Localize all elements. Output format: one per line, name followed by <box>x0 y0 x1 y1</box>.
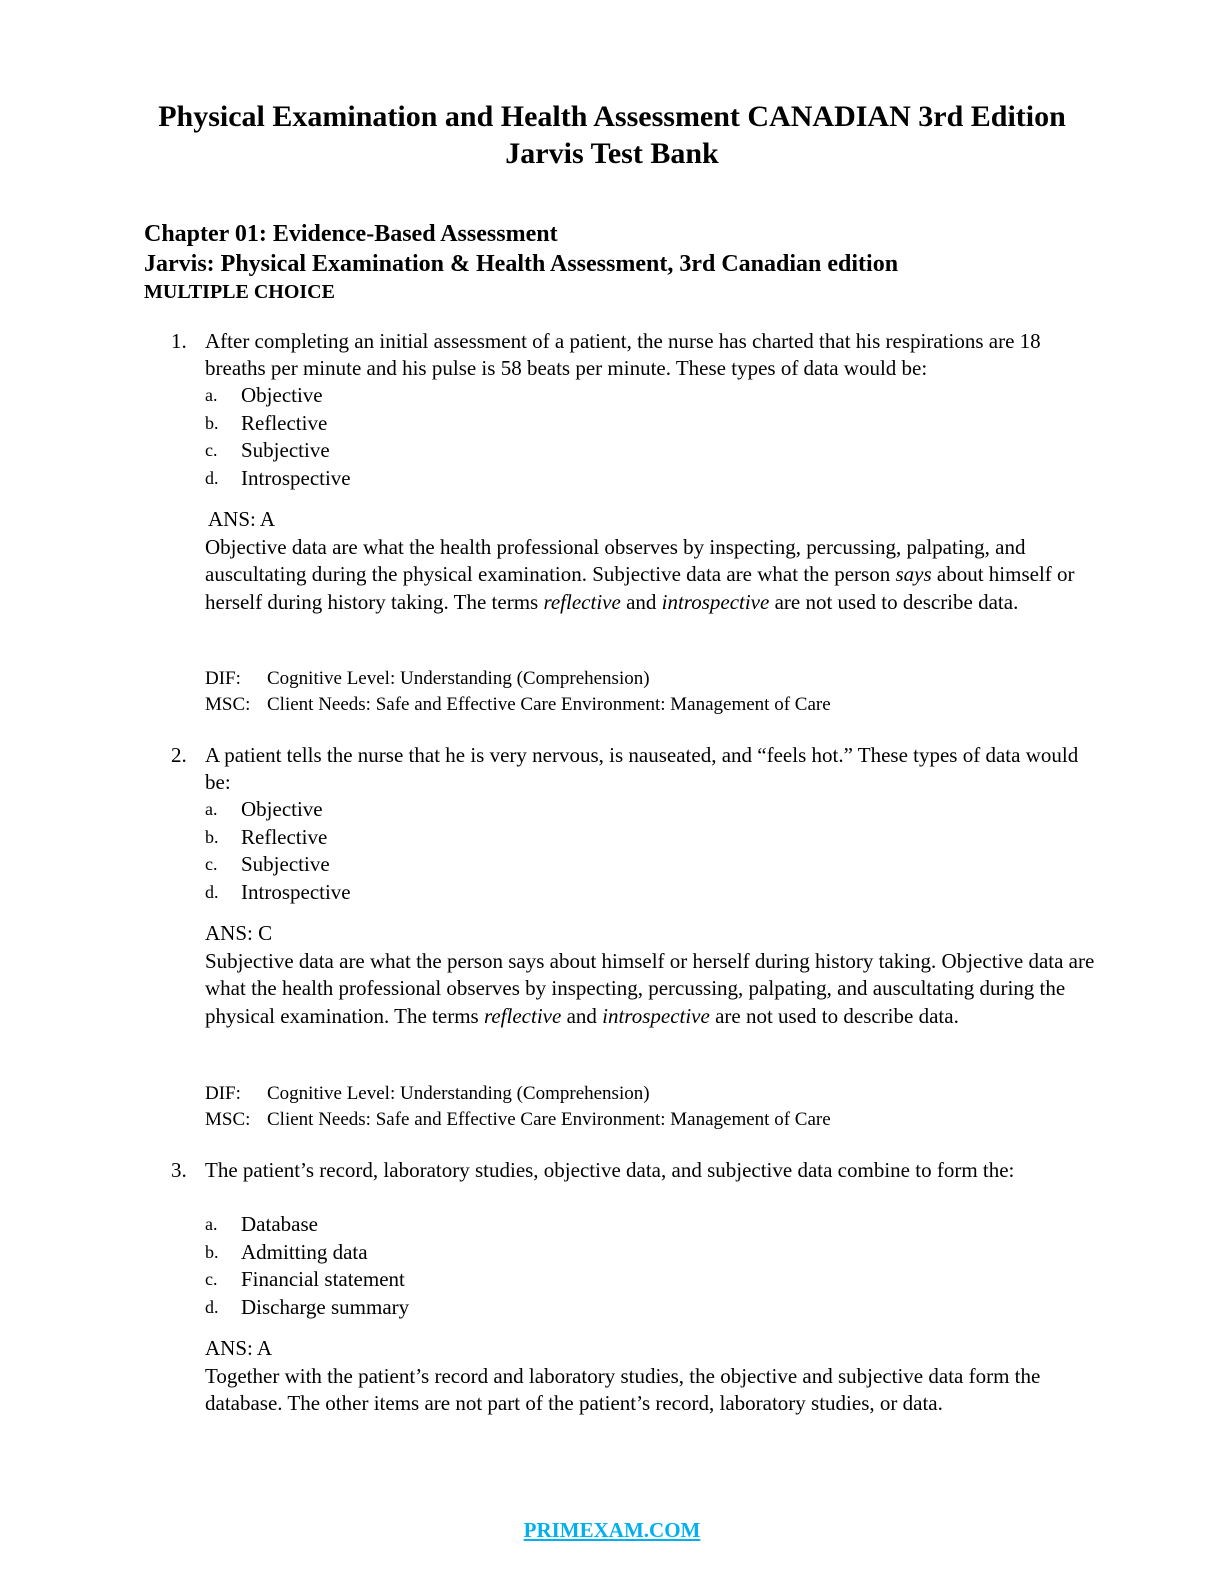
rationale <box>205 534 1105 617</box>
option-letter: a. <box>205 385 218 405</box>
answer-block <box>205 920 1105 1030</box>
option-text: Introspective <box>241 465 351 490</box>
option-letter: c. <box>205 1269 218 1289</box>
chapter-heading <box>144 219 898 305</box>
answer-options <box>205 1211 1005 1321</box>
option-text: Reflective <box>241 824 328 849</box>
option-letter: d. <box>205 467 219 488</box>
option-text: Objective <box>241 797 323 821</box>
rationale-text: are not used to describe data. <box>709 1003 959 1028</box>
option-a <box>205 796 1005 824</box>
rationale-emphasis: reflective <box>543 589 621 614</box>
answer-options <box>205 796 1005 906</box>
rationale-text: and <box>620 589 662 614</box>
option-c <box>205 851 1005 879</box>
option-c <box>205 1266 1005 1294</box>
question-number: 2. <box>171 743 187 767</box>
option-a <box>205 382 1005 410</box>
option-text: Subjective <box>241 438 330 462</box>
option-text: Subjective <box>241 852 330 876</box>
rationale-emphasis: introspective <box>661 589 770 614</box>
answer-block <box>205 506 1105 616</box>
option-text: Introspective <box>241 879 351 904</box>
rationale-text: about himself or herself during history taking. The terms <box>205 562 1075 614</box>
section-title: MULTIPLE CHOICE <box>144 281 335 303</box>
dif-label: DIF: <box>205 1083 241 1104</box>
rationale-text: Subjective data are what the person says about himself or herself during history taking. Objective data are what the health professional observes by inspecting, percussing, palpating, and auscultating during the physical examination. The terms <box>205 948 1095 1028</box>
option-text: Reflective <box>241 410 328 435</box>
option-letter: b. <box>205 412 219 433</box>
rationale-text: and <box>561 1003 603 1028</box>
option-text: Objective <box>241 383 323 407</box>
question-text: A patient tells the nurse that he is very nervous, is nauseated, and “feels hot.” These types of data would be: <box>205 743 1079 794</box>
msc-label: MSC: <box>205 694 251 715</box>
msc-value: Client Needs: Safe and Effective Care Environment: Management of Care <box>267 1109 831 1130</box>
title-line-1: Physical Examination and Health Assessment CANADIAN 3rd Edition <box>158 100 1066 133</box>
answer-options <box>205 382 1005 492</box>
option-c <box>205 437 1005 465</box>
dif-label: DIF: <box>205 668 241 689</box>
book-title: Jarvis: Physical Examination & Health Assessment, 3rd Canadian edition <box>144 251 899 277</box>
option-letter: d. <box>205 881 219 902</box>
question-text: The patient’s record, laboratory studies, objective data, and subjective data combine to form the: <box>205 1158 1015 1182</box>
chapter-title: Chapter 01: Evidence-Based Assessment <box>144 221 558 247</box>
rationale-text: Together with the patient’s record and laboratory studies, the objective and subjective data form the database. The other items are not part of the patient’s record, laboratory studies, or data. <box>205 1363 1041 1415</box>
msc-value: Client Needs: Safe and Effective Care Environment: Management of Care <box>267 694 831 715</box>
msc-label: MSC: <box>205 1109 251 1130</box>
answer-key: ANS: C <box>205 921 273 945</box>
rationale-emphasis: says <box>895 562 932 586</box>
option-letter: b. <box>205 1241 219 1262</box>
rationale-text: Objective data are what the health professional observes by inspecting, percussing, palpating, and auscultating during the physical examination. Subjective data are what the person <box>205 534 1026 586</box>
option-text: Database <box>241 1212 318 1236</box>
question-metadata <box>205 1081 1105 1133</box>
option-text: Admitting data <box>241 1239 368 1264</box>
rationale <box>205 1363 1105 1418</box>
question-number: 3. <box>171 1158 187 1182</box>
option-text: Financial statement <box>241 1267 405 1291</box>
rationale-emphasis: introspective <box>602 1003 710 1028</box>
answer-key: ANS: A <box>205 1336 273 1360</box>
question-number: 1. <box>171 329 187 353</box>
option-letter: c. <box>205 854 218 874</box>
title-line-2: Jarvis Test Bank <box>505 137 719 170</box>
option-letter: c. <box>205 440 218 460</box>
answer-key: ANS: A <box>208 507 276 531</box>
document-title <box>100 98 1124 172</box>
option-a <box>205 1211 1005 1239</box>
option-text: Discharge summary <box>241 1294 410 1319</box>
option-b <box>205 410 1005 438</box>
footer-link[interactable]: PRIMEXAM.COM <box>523 1518 701 1542</box>
dif-value: Cognitive Level: Understanding (Comprehension) <box>267 668 650 689</box>
option-letter: a. <box>205 1214 218 1234</box>
option-letter: b. <box>205 826 219 847</box>
option-d <box>205 1294 1005 1322</box>
option-d <box>205 465 1005 493</box>
option-d <box>205 879 1005 907</box>
rationale <box>205 948 1105 1031</box>
question-text: After completing an initial assessment of a patient, the nurse has charted that his respirations are 18 breaths per minute and his pulse is 58 beats per minute. These types of data would be: <box>205 329 1041 380</box>
option-letter: a. <box>205 799 218 819</box>
option-b <box>205 1239 1005 1267</box>
rationale-text: are not used to describe data. <box>769 589 1019 614</box>
dif-value: Cognitive Level: Understanding (Comprehension) <box>267 1083 650 1104</box>
option-b <box>205 824 1005 852</box>
question-metadata <box>205 666 1105 718</box>
rationale-emphasis: reflective <box>483 1003 562 1028</box>
answer-block <box>205 1335 1105 1418</box>
option-letter: d. <box>205 1296 219 1317</box>
